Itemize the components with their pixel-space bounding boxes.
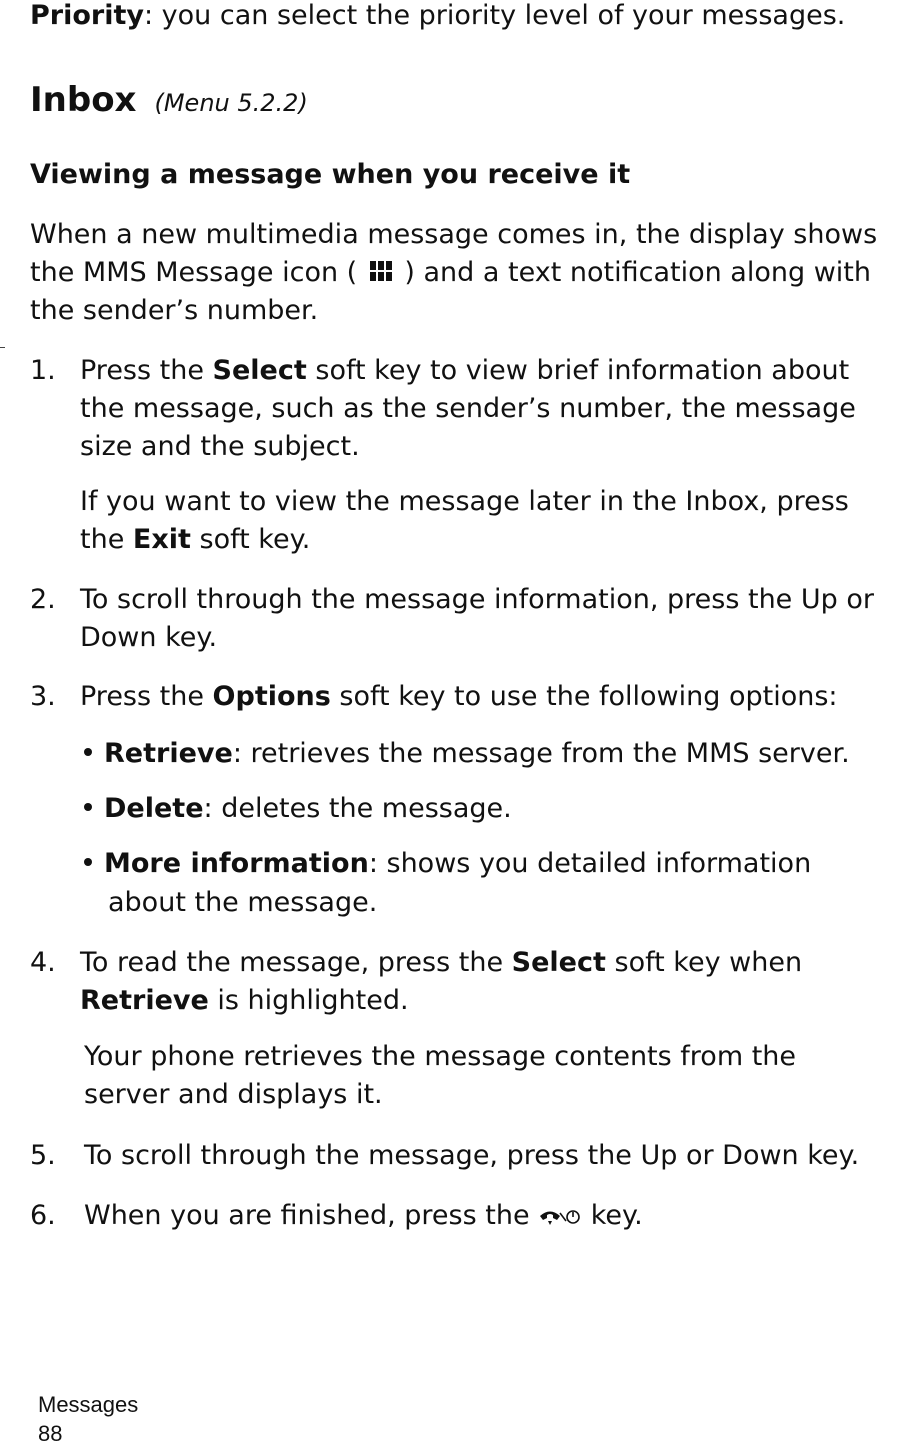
step-1-line-2: the message, such as the sender’s number, the message: [80, 393, 856, 424]
priority-line: [30, 0, 845, 35]
step-4-text-c: soft key when: [605, 947, 803, 978]
step-4-number: 4.: [30, 947, 56, 978]
step-4-note-line-1: Your phone retrieves the message contents from the: [84, 1041, 797, 1072]
step-5-line-1: To scroll through the message, press the Up or Down key.: [84, 1140, 860, 1171]
step-4-text-a: To read the message, press the: [80, 947, 512, 978]
step-4-line-1: [80, 944, 802, 982]
intro-line-1: When a new multimedia message comes in, the display shows: [30, 219, 878, 250]
priority-term: Priority: [30, 0, 144, 31]
step-6-text-a: When you are finished, press the: [84, 1200, 539, 1231]
step-6-number: 6.: [30, 1200, 56, 1231]
step-1-text-a: Press the: [80, 355, 213, 386]
page-number: 88: [38, 1421, 63, 1446]
step-1-note-line-2: [80, 521, 310, 559]
option-delete-text: : deletes the message.: [203, 793, 512, 824]
bullet-icon: [84, 858, 92, 866]
option-more-information-text: : shows you detailed information: [368, 848, 812, 879]
end-call-power-key-icon: [538, 1201, 582, 1225]
option-more-information-line-2: about the message.: [108, 887, 378, 918]
margin-mark: [0, 347, 5, 348]
option-retrieve: [84, 735, 850, 773]
step-1-number: 1.: [30, 355, 56, 386]
step-3-number: 3.: [30, 681, 56, 712]
mms-message-icon: [370, 261, 392, 281]
step-1-text-c: soft key to view brief information about: [306, 355, 850, 386]
step-2-line-1: To scroll through the message information, press the Up or: [80, 584, 874, 615]
step-2-number: 2.: [30, 584, 56, 615]
step-4-note-line-2: server and displays it.: [84, 1079, 383, 1110]
footer-section-label: Messages: [38, 1392, 139, 1417]
step-5-number: 5.: [30, 1140, 56, 1171]
intro-line-3: the sender’s number.: [30, 295, 319, 326]
option-delete-term: Delete: [104, 793, 204, 824]
intro-text-a: the MMS Message icon (: [30, 257, 366, 288]
bullet-icon: [84, 748, 92, 756]
step-6-line-1: [84, 1197, 643, 1235]
option-more-information-term: More information: [104, 848, 369, 879]
step-4-text-b: is highlighted.: [208, 985, 409, 1016]
options-key-term: Options: [212, 681, 331, 712]
option-delete: [84, 790, 512, 828]
retrieve-term: Retrieve: [80, 985, 209, 1016]
subsection-heading: Viewing a message when you receive it: [30, 159, 631, 190]
step-1-note-line-1: If you want to view the message later in the Inbox, press: [80, 486, 849, 517]
option-retrieve-text: : retrieves the message from the MMS server.: [232, 738, 850, 769]
intro-text-b: ) and a text notification along with: [395, 257, 871, 288]
step-2-line-2: Down key.: [80, 622, 218, 653]
step-6-text-b: key.: [582, 1200, 643, 1231]
menu-reference: (Menu 5.2.2): [154, 89, 308, 117]
step-4-line-2: [80, 982, 409, 1020]
intro-line-2: [30, 254, 871, 292]
section-heading: [30, 78, 308, 125]
section-title: Inbox: [30, 80, 137, 120]
priority-text: : you can select the priority level of your messages.: [144, 0, 846, 31]
bullet-icon: [84, 803, 92, 811]
step-1-line-3: size and the subject.: [80, 431, 360, 462]
exit-key-term: Exit: [132, 524, 191, 555]
step-3-line-1: [80, 678, 838, 716]
step-3-text-c: soft key to use the following options:: [330, 681, 838, 712]
select-key-term: Select: [212, 355, 307, 386]
step-1-note-text-c: soft key.: [190, 524, 311, 555]
step-1-line-1: [80, 352, 849, 390]
option-more-information: [84, 845, 811, 883]
option-retrieve-term: Retrieve: [104, 738, 233, 769]
select-key-term: Select: [511, 947, 606, 978]
step-3-text-a: Press the: [80, 681, 213, 712]
step-1-note-text-a: the: [80, 524, 133, 555]
